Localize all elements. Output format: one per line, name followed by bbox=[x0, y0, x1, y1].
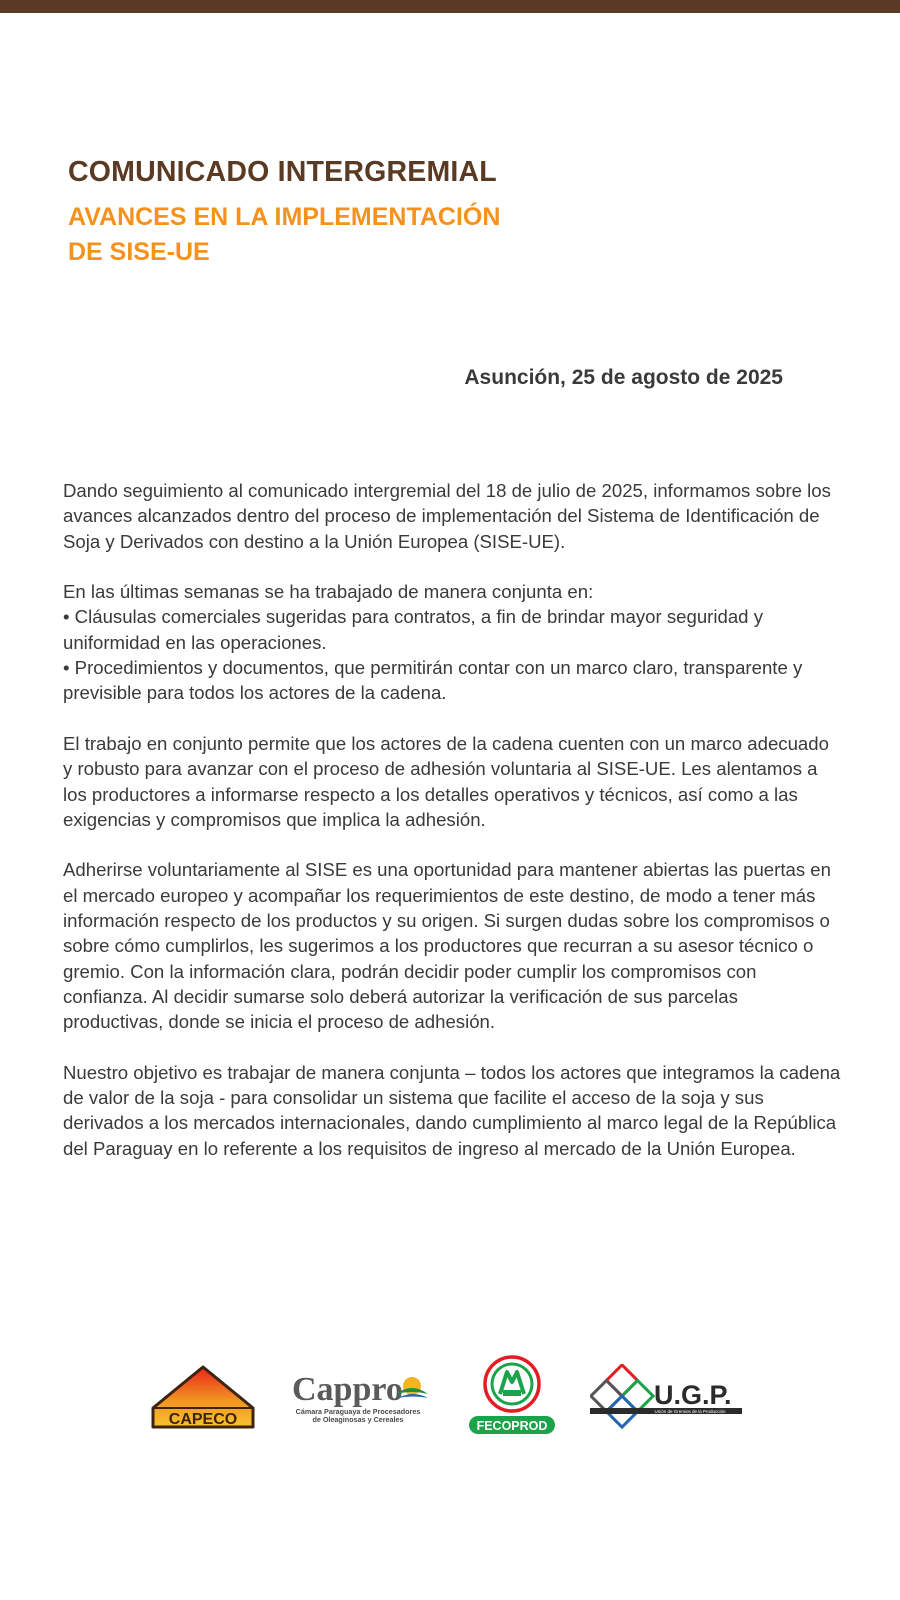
document-subtitle bbox=[68, 200, 588, 270]
paragraph-objective: Nuestro objetivo es trabajar de manera conjunta – todos los actores que integramos la cadena de valor de la soja - para consolidar un sistema que facilite el acceso de la soja y sus derivados a los mercados internacionales, dando cumplimiento al marco legal de la República del Paraguay en lo referente a los requisitos de ingreso al mercado de la Unión Europea. bbox=[63, 1061, 841, 1159]
paragraph-joint-work: El trabajo en conjunto permite que los actores de la cadena cuenten con un marco adecuado y robusto para avanzar con el proceso de adhesión voluntaria al SISE-UE. Les alentamos a los productores a informarse respecto a los detalles operativos y técnicos, así como a las exigencias y compromisos que implica la adhesión. bbox=[63, 732, 829, 830]
logos-footer bbox=[0, 1370, 900, 1470]
document-body bbox=[63, 478, 843, 1186]
subtitle-line-2: DE SISE-UE bbox=[68, 238, 210, 266]
top-decorative-bar bbox=[0, 0, 900, 13]
ugp-wordmark: U.G.P. bbox=[654, 1380, 732, 1410]
fecoprod-label: FECOPROD bbox=[476, 1419, 548, 1433]
cappro-subtitle-2: de Oleaginosas y Cereales bbox=[312, 1415, 404, 1424]
document-date: Asunción, 25 de agosto de 2025 bbox=[464, 366, 783, 389]
ugp-emblem-icon bbox=[590, 1364, 742, 1430]
fecoprod-logo bbox=[467, 1354, 557, 1436]
list-item-clauses: • Cláusulas comerciales sugeridas para contratos, a fin de brindar mayor seguridad y uniformidad en las operaciones. bbox=[63, 606, 763, 653]
fecoprod-emblem-icon bbox=[467, 1354, 557, 1436]
capeco-logo bbox=[150, 1364, 256, 1430]
capeco-label: CAPECO bbox=[168, 1411, 238, 1428]
paragraph-voluntary-adhesion: Adherirse voluntariamente al SISE es una oportunidad para mantener abiertas las puertas en el mercado europeo y acompañar los requerimientos de este destino, de modo a tener más información respecto de los productos y su origen. Si surgen dudas sobre los compromisos o sobre cómo cumplirlos, les sugerimos a los productores que recurran a su asesor técnico o gremio. Con la información clara, podrán decidir poder cumplir los compromisos con confianza. Al decidir sumarse solo deberá autorizar la verificación de sus parcelas productivas, donde se inicia el proceso de adhesión. bbox=[63, 859, 831, 1033]
cappro-wordmark: Cappro bbox=[292, 1371, 403, 1408]
ugp-subtitle: Unión de Gremios de la Producción bbox=[654, 1409, 726, 1414]
list-item-procedures: • Procedimientos y documentos, que permitirán contar con un marco claro, transparente y previsible para todos los actores de la cadena. bbox=[63, 657, 803, 704]
paragraph-intro: Dando seguimiento al comunicado intergremial del 18 de julio de 2025, informamos sobre los avances alcanzados dentro del proceso de implementación del Sistema de Identificación de Soja y Derivados con destino a la Unión Europea (SISE-UE). bbox=[63, 480, 831, 552]
cappro-subtitle-1: Cámara Paraguaya de Procesadores bbox=[295, 1407, 421, 1416]
document-title: COMUNICADO INTERGREMIAL bbox=[68, 156, 497, 188]
capeco-emblem-icon bbox=[150, 1364, 256, 1430]
cappro-emblem-icon bbox=[292, 1368, 432, 1432]
cappro-logo bbox=[292, 1368, 432, 1432]
paragraph-work-list bbox=[63, 579, 843, 705]
paragraph-work-list-intro: En las últimas semanas se ha trabajado de manera conjunta en: bbox=[63, 581, 594, 603]
subtitle-line-1: AVANCES EN LA IMPLEMENTACIÓN bbox=[68, 203, 501, 231]
ugp-logo bbox=[590, 1364, 742, 1430]
